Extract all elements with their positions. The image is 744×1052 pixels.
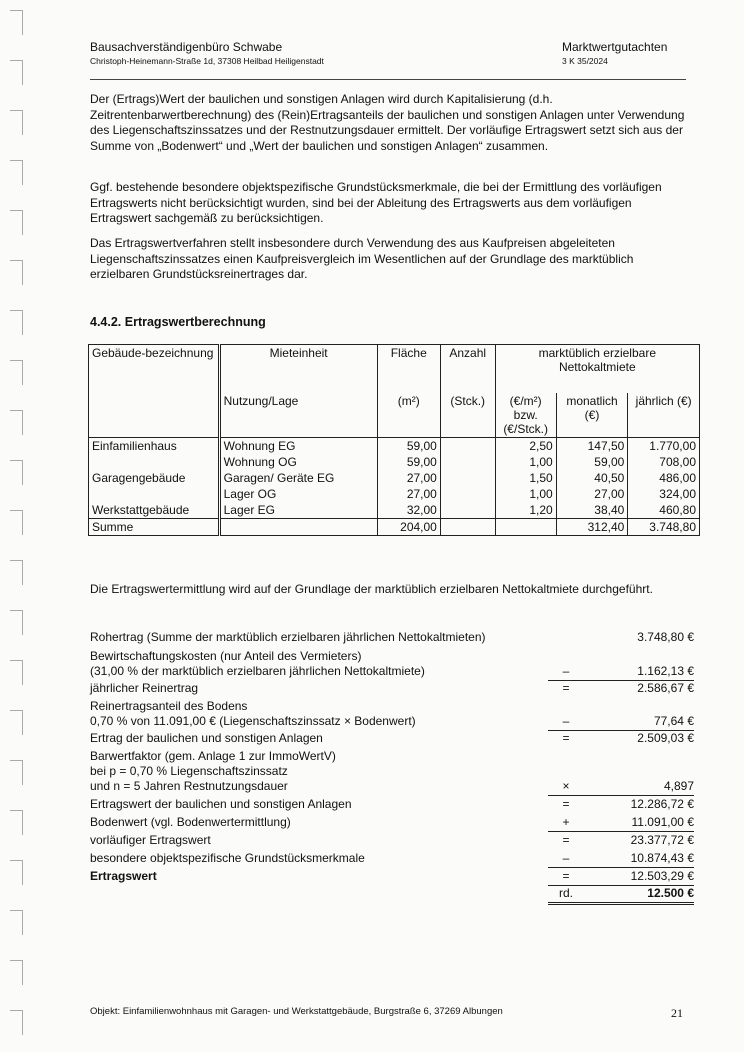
calc-row [90,681,694,696]
calc-operator: – [562,664,570,678]
table-row [89,502,700,519]
header-area: Fläche [377,345,440,394]
paragraph-method: Das Ertragswertverfahren stellt insbesondere durch Verwendung des aus Kaufpreisen abgeleiteten Liegenschaftszinssatzes einen Kaufpreisvergleich im Wesentlichen auf der Grundlage des marktüblich erzielbaren Grundstücksreinertrages dar. [90,236,634,282]
row-building: Garagengebäude [89,470,220,486]
header-monthly: monatlich (€) [556,393,628,438]
calc-value: 23.377,72 € [630,833,694,847]
row-building [89,454,220,470]
calc-value: 1.162,13 € [637,664,694,678]
row-yearly: 460,80 [628,502,700,519]
header-divider [90,79,686,80]
calc-operator: – [562,714,570,728]
row-per-unit: 2,50 [495,438,556,455]
calc-label: Bodenwert (vgl. Bodenwertermittlung) [90,815,291,829]
calc-row [90,886,694,901]
paragraph-note: Die Ertragswertermittlung wird auf der Grundlage der marktüblich erzielbaren Nettokaltmiete durchgeführt. [90,582,653,596]
calc-row [90,833,694,848]
row-per-unit: 1,00 [495,454,556,470]
row-building [89,486,220,502]
header-rent: marktüblich erzielbare Nettokaltmiete [495,345,699,394]
calc-label: Ertragswert der baulichen und sonstigen Anlagen [90,797,352,811]
header-yearly: jährlich (€) [628,393,700,438]
calc-operator: = [562,731,570,745]
calc-value: 3.748,80 € [637,630,694,644]
table-row [89,438,700,455]
sum-underline [548,831,694,832]
row-building: Einfamilienhaus [89,438,220,455]
row-count [440,438,495,455]
calc-operator: + [562,815,570,829]
row-building: Werkstattgebäude [89,502,220,519]
calc-value: 12.500 € [647,886,694,900]
row-area: 59,00 [377,454,440,470]
table-row [89,454,700,470]
table-row [89,486,700,502]
header-right [562,40,667,67]
row-per-unit: 1,50 [495,470,556,486]
calc-row [90,630,694,645]
calc-value: 2.509,03 € [637,731,694,745]
calc-value: 12.286,72 € [630,797,694,811]
sum-underline [548,867,694,868]
sum-underline [548,902,694,905]
row-monthly: 27,00 [556,486,628,502]
office-name: Bausachverständigenbüro Schwabe [90,40,283,54]
page-number: 21 [671,1006,683,1020]
document-type: Marktwertgutachten [562,40,668,54]
calc-row [90,699,694,729]
sum-yearly: 3.748,80 [628,519,700,536]
income-value-calculation [90,630,694,901]
calc-row [90,749,694,794]
row-count [440,470,495,486]
row-area: 27,00 [377,470,440,486]
calc-label: vorläufiger Ertragswert [90,833,211,847]
header-left [90,40,324,67]
calc-label [90,886,550,901]
row-area: 27,00 [377,486,440,502]
row-per-unit: 1,20 [495,502,556,519]
calc-label: Ertrag der baulichen und sonstigen Anlagen [90,731,323,745]
row-per-unit: 1,00 [495,486,556,502]
table-sum-row [89,519,700,536]
section-heading: 4.4.2. Ertragswertberechnung [90,315,266,329]
calc-value: 12.503,29 € [630,869,694,883]
row-count [440,454,495,470]
sum-label: Summe [89,519,220,536]
row-usage: Lager EG [219,502,377,519]
calc-value: 4,897 [663,779,694,793]
binder-margin [0,0,26,1052]
header-per-unit: (€/m²) bzw. (€/Stck.) [495,393,556,438]
calc-operator: = [562,681,570,695]
calc-row [90,851,694,866]
row-usage: Wohnung EG [219,438,377,455]
row-yearly: 1.770,00 [628,438,700,455]
calc-label: Ertragswert [90,869,157,883]
calc-row [90,731,694,746]
row-monthly: 38,40 [556,502,628,519]
sum-monthly: 312,40 [556,519,628,536]
calc-operator: rd. [558,886,573,900]
paragraph-special-features: Ggf. bestehende besondere objektspezifische Grundstücksmerkmale, die bei der Ermittlung des vorläufigen Ertragswerts nicht berücksichtigt wurden, sind bei der Ableitung des Ertragswerts aus dem vorläufigen Ertragswert sachgemäß zu berücksichtigen. [90,180,662,226]
footer-object: Objekt: Einfamilienwohnhaus mit Garagen- und Werkstattgebäude, Burgstraße 6, 37269 Albungen [90,1006,503,1017]
header-count: Anzahl [440,345,495,394]
rent-table [88,344,700,536]
calc-value: 77,64 € [653,714,694,728]
calc-operator: = [562,833,570,847]
calc-label: besondere objektspezifische Grundstücksmerkmale [90,851,365,865]
calc-row [90,869,694,884]
header-unit: Mieteinheit [219,345,377,394]
calc-label: Bewirtschaftungskosten (nur Anteil des Vermieters) (31,00 % der marktüblich erzielbaren jährlichen Nettokaltmiete) [90,649,425,678]
calc-operator: = [562,869,570,883]
calc-value: 11.091,00 € [631,815,694,829]
header-usage: Nutzung/Lage [219,393,377,438]
row-count [440,486,495,502]
row-area: 59,00 [377,438,440,455]
row-usage: Lager OG [219,486,377,502]
row-area: 32,00 [377,502,440,519]
calc-label: Rohertrag (Summe der marktüblich erzielbaren jährlichen Nettokaltmieten) [90,630,486,644]
calc-operator: = [562,797,570,811]
row-usage: Garagen/ Geräte EG [219,470,377,486]
calc-label: Barwertfaktor (gem. Anlage 1 zur ImmoWertV) bei p = 0,70 % Liegenschaftszinssatz und n = 5 Jahren Restnutzungsdauer [90,749,336,793]
table-subheader-row [89,393,700,438]
table-header-row [89,345,700,394]
sum-underline [548,795,694,796]
row-monthly: 40,50 [556,470,628,486]
row-usage: Wohnung OG [219,454,377,470]
calc-value: 10.874,43 € [630,851,694,865]
calc-label: jährlicher Reinertrag [90,681,199,695]
row-yearly: 708,00 [628,454,700,470]
row-monthly: 147,50 [556,438,628,455]
calc-value: 2.586,67 € [637,681,694,695]
calc-operator: × [562,779,570,793]
calc-row [90,649,694,679]
header-area-unit: (m²) [377,393,440,438]
header-building: Gebäude-bezeichnung [89,345,220,394]
case-reference: 3 K 35/2024 [562,56,608,66]
calc-label: Reinertragsanteil des Bodens 0,70 % von 11.091,00 € (Liegenschaftszinssatz × Bodenwert) [90,699,416,728]
table-row [89,470,700,486]
paragraph-capitalization: Der (Ertrags)Wert der baulichen und sonstigen Anlagen wird durch Kapitalisierung (d.h. Zeitrentenbarwertberechnung) des (Rein)Ertragsanteils der baulichen und sonstigen Anlagen unter Verwendung des Liegenschaftszinssatzes und der Restnutzungsdauer ermittelt. Der vorläufige Ertragswert setzt sich aus der Summe von „Bodenwert“ und „Wert der baulichen und sonstigen Anlagen“ zusammen. [90,92,685,153]
calc-operator: – [562,851,570,865]
office-address: Christoph-Heinemann-Straße 1d, 37308 Heilbad Heiligenstadt [90,56,324,66]
sum-area: 204,00 [377,519,440,536]
row-yearly: 324,00 [628,486,700,502]
calc-row [90,797,694,812]
calc-row [90,815,694,830]
row-yearly: 486,00 [628,470,700,486]
row-monthly: 59,00 [556,454,628,470]
header-count-unit: (Stck.) [440,393,495,438]
row-count [440,502,495,519]
